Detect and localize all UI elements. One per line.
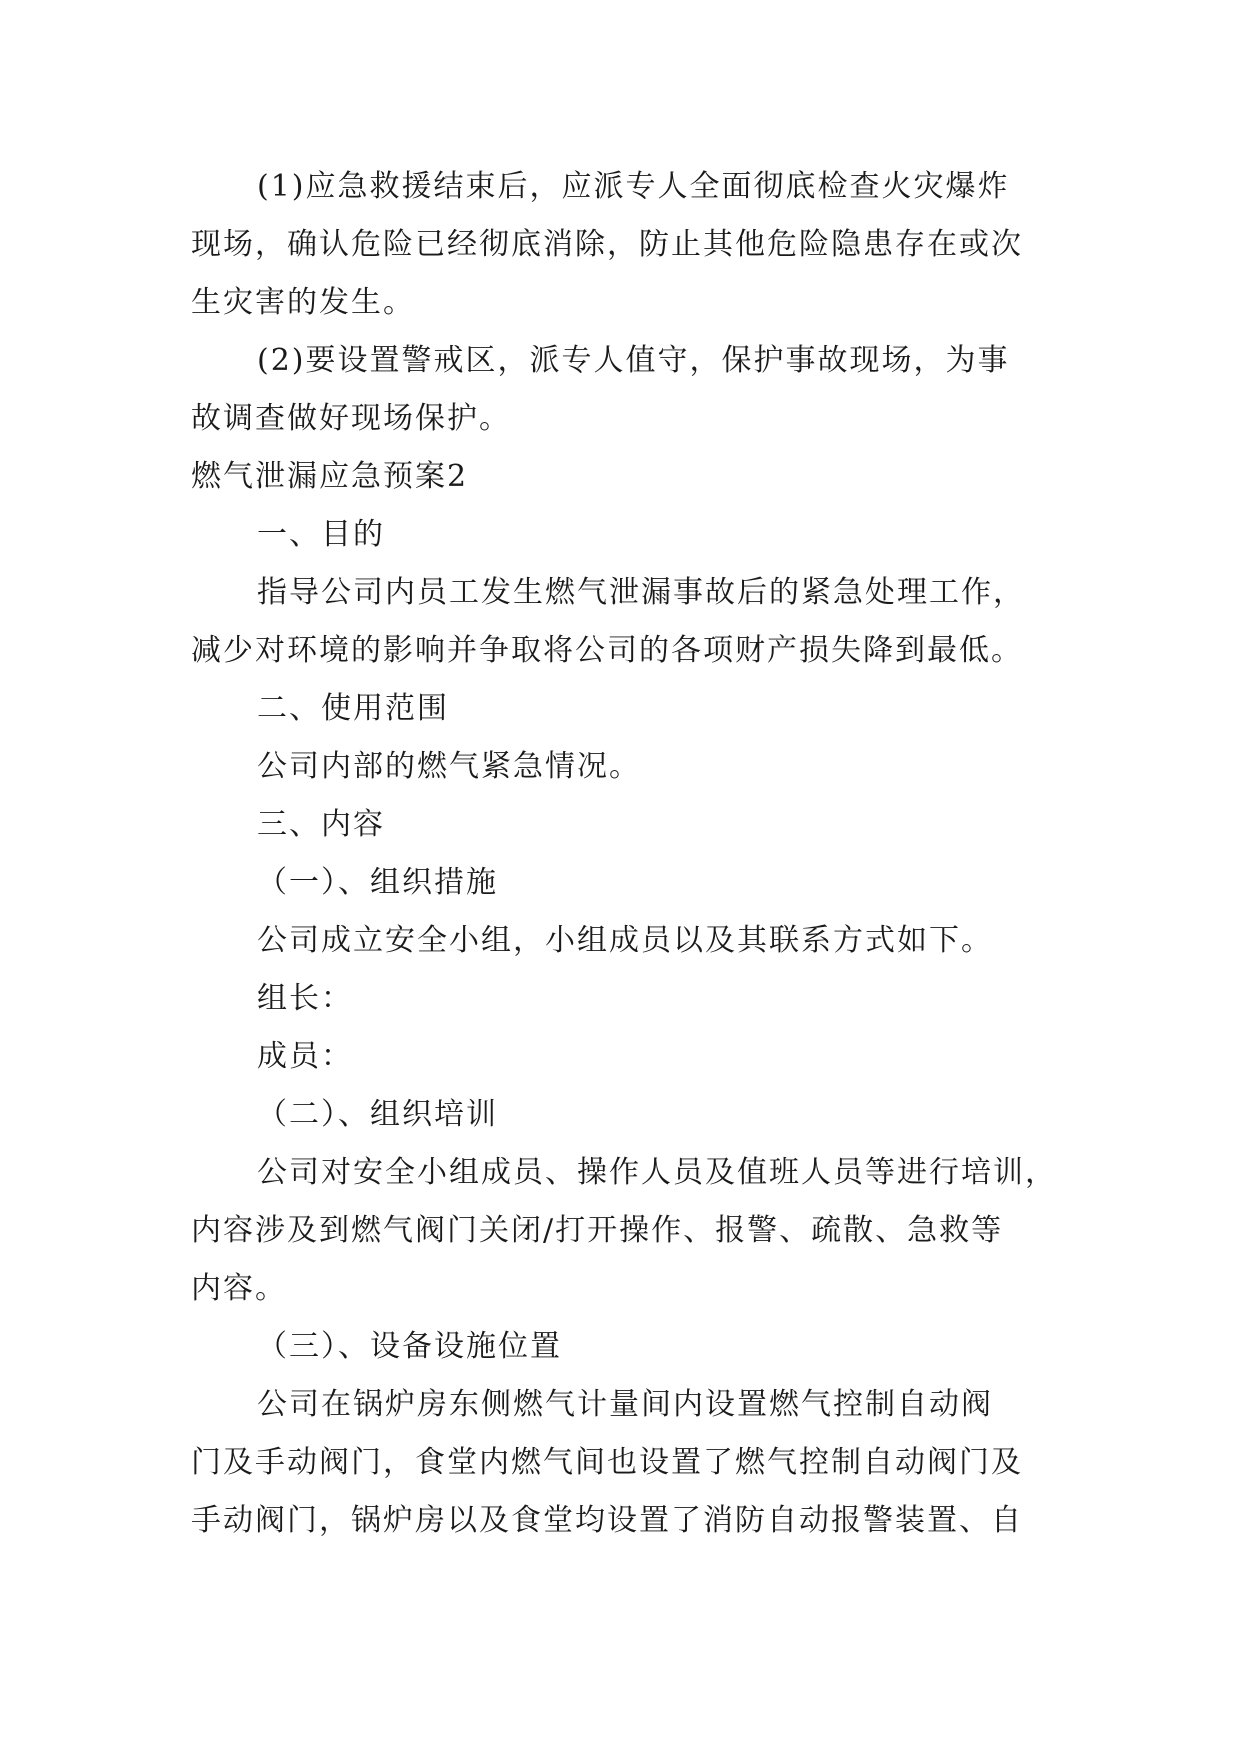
paragraph-line: 内容涉及到燃气阀门关闭/打开操作、报警、疏散、急救等 — [191, 1213, 1004, 1248]
subheading-training: （二）、组织培训 — [257, 1097, 498, 1132]
paragraph-line: 现场，确认危险已经彻底消除，防止其他危险隐患存在或次 — [191, 227, 1023, 262]
section-title: 燃气泄漏应急预案2 — [191, 459, 469, 494]
paragraph-line: 生灾害的发生。 — [191, 285, 415, 320]
subheading-equipment: （三）、设备设施位置 — [257, 1329, 562, 1364]
paragraph-line: (2)要设置警戒区，派专人值守，保护事故现场，为事 — [257, 343, 1010, 378]
paragraph-line: 公司内部的燃气紧急情况。 — [257, 749, 641, 784]
heading-scope: 二、使用范围 — [257, 691, 449, 726]
paragraph-line: 故调查做好现场保护。 — [191, 401, 511, 436]
paragraph-line: 减少对环境的影响并争取将公司的各项财产损失降到最低。 — [191, 633, 1023, 668]
leader-label: 组长： — [257, 981, 353, 1016]
heading-purpose: 一、目的 — [257, 517, 385, 552]
paragraph-line: 公司在锅炉房东侧燃气计量间内设置燃气控制自动阀 — [257, 1387, 993, 1422]
members-label: 成员： — [257, 1039, 353, 1074]
subheading-organization: （一）、组织措施 — [257, 865, 498, 900]
paragraph-line: 公司成立安全小组，小组成员以及其联系方式如下。 — [257, 923, 993, 958]
paragraph-line: 手动阀门，锅炉房以及食堂均设置了消防自动报警装置、自 — [191, 1503, 1023, 1538]
paragraph-line: 门及手动阀门，食堂内燃气间也设置了燃气控制自动阀门及 — [191, 1445, 1023, 1480]
document-body — [191, 158, 1071, 1550]
paragraph-line: (1)应急救援结束后，应派专人全面彻底检查火灾爆炸 — [257, 169, 1010, 204]
paragraph-line: 内容。 — [191, 1271, 287, 1306]
paragraph-line: 指导公司内员工发生燃气泄漏事故后的紧急处理工作， — [257, 575, 1025, 610]
paragraph-line: 公司对安全小组成员、操作人员及值班人员等进行培训， — [257, 1155, 1057, 1190]
heading-content: 三、内容 — [257, 807, 385, 842]
